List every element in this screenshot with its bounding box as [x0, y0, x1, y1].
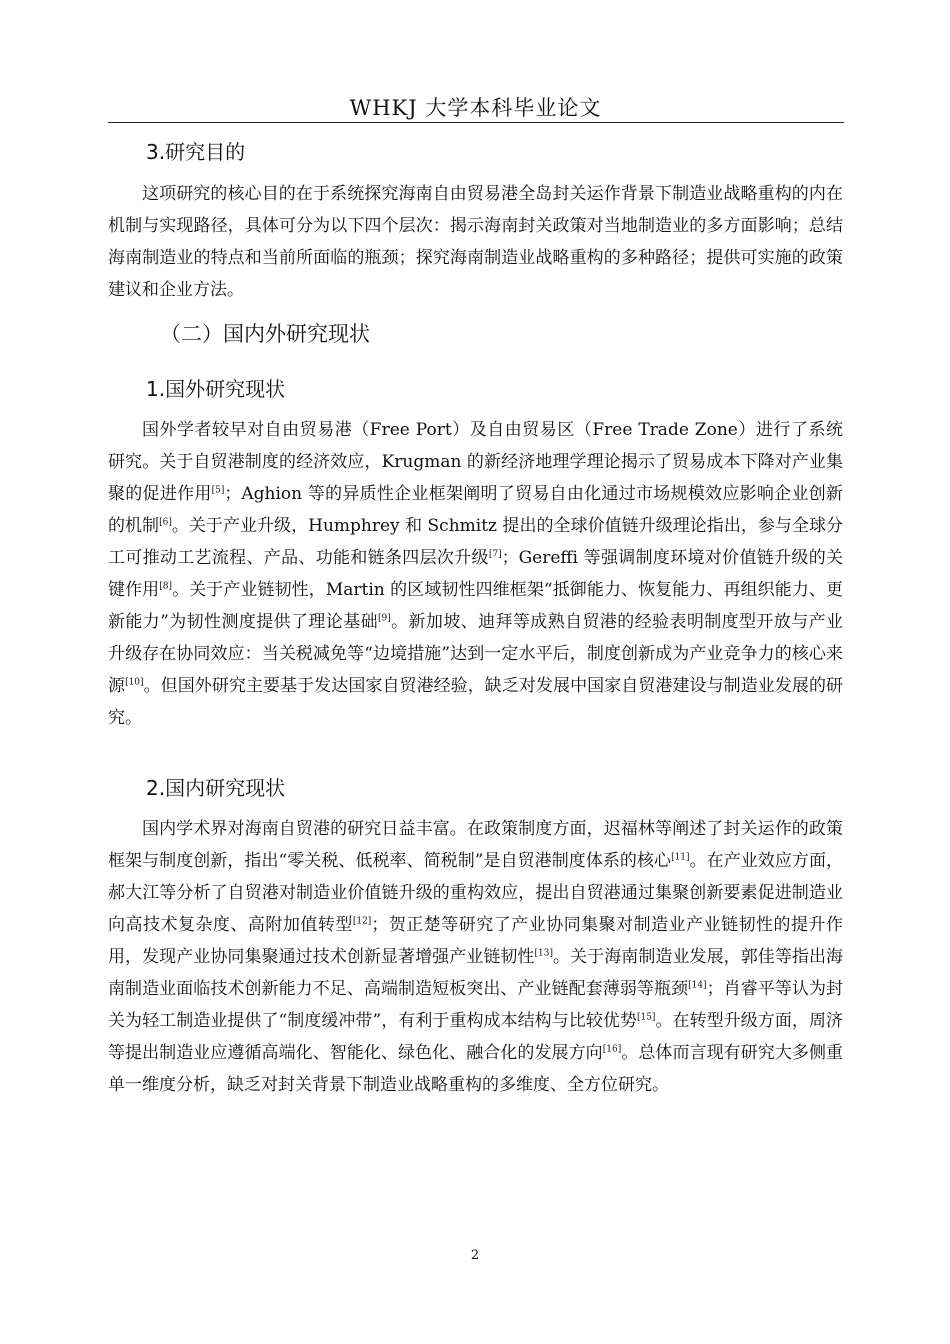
citation: [6]: [159, 517, 172, 528]
citation: [8]: [159, 581, 172, 592]
page-header: WHKJ 大学本科毕业论文: [349, 96, 602, 120]
citation: [15]: [636, 1012, 656, 1023]
citation: [13]: [534, 948, 553, 959]
citation: [16]: [602, 1044, 622, 1055]
section-heading-foreign-research: 1.国外研究现状: [146, 377, 286, 401]
paragraph-foreign-research: 国外学者较早对自由贸易港（Free Port）及自由贸易区（Free Trade Zone）进行了系统研究。关于自贸港制度的经济效应，Krugman 的新经济地理学理论揭示了贸易成本下降对产业集聚的促进作用[5]；Aghion 等的异质性企业框架阐明了贸易自由化通过市场规模效应影响企业创新的机制[6]。关于产业升级，Humphrey 和 Schmitz 提出的全球价值链升级理论指出，参与全球分工可推动工艺流程、产品、功能和链条四层次升级[7]；Gereffi 等强调制度环境对价值链升级的关键作用[8]。关于产业链韧性，Martin 的区域韧性四维框架“抵御能力、恢复能力、再组织能力、更新能力”为韧性测度提供了理论基础[9]。新加坡、迪拜等成熟自贸港的经验表明制度型开放与产业升级存在协同效应：当关税减免等“边境措施”达到一定水平后，制度创新成为产业竞争力的核心来源[10]。但国外研究主要基于发达国家自贸港经验，缺乏对发展中国家自贸港建设与制造业发展的研究。: [108, 420, 844, 728]
citation: [11]: [671, 852, 690, 863]
citation: [10]: [125, 677, 144, 688]
header-rule: [108, 122, 844, 123]
paragraph-domestic-research: 国内学术界对海南自贸港的研究日益丰富。在政策制度方面，迟福林等阐述了封关运作的政策框架与制度创新，指出“零关税、低税率、简税制”是自贸港制度体系的核心[11]。在产业效应方面，郝大江等分析了自贸港对制造业价值链升级的重构效应，提出自贸港通过集聚创新要素促进制造业向高技术复杂度、高附加值转型[12]；贺正楚等研究了产业协同集聚对制造业产业链韧性的提升作用，发现产业协同集聚通过技术创新显著增强产业链韧性[13]。关于海南制造业发展，郭佳等指出海南制造业面临技术创新能力不足、高端制造短板突出、产业链配套薄弱等瓶颈[14]；肖睿平等认为封关为轻工制造业提供了“制度缓冲带”，有利于重构成本结构与比较优势[15]。在转型升级方面，周济等提出制造业应遵循高端化、智能化、绿色化、融合化的发展方向[16]。总体而言现有研究大多侧重单一维度分析，缺乏对封关背景下制造业战略重构的多维度、全方位研究。: [108, 819, 844, 1095]
section-heading-research-purpose: 3.研究目的: [146, 140, 246, 164]
citation: [9]: [378, 613, 391, 624]
citation: [12]: [352, 916, 372, 927]
page-number: 2: [470, 1248, 480, 1263]
paragraph-research-purpose: 这项研究的核心目的在于系统探究海南自由贸易港全岛封关运作背景下制造业战略重构的内在机制与实现路径，具体可分为以下四个层次：揭示海南封关政策对当地制造业的多方面影响；总结海南制造业的特点和当前所面临的瓶颈；探究海南制造业战略重构的多种路径；提供可实施的政策建议和企业方法。: [108, 184, 843, 300]
citation: [14]: [688, 980, 707, 991]
citation: [7]: [488, 549, 502, 560]
citation: [5]: [211, 485, 225, 496]
section-heading-domestic-research: 2.国内研究现状: [146, 776, 286, 800]
section-heading-research-status: （二）国内外研究现状: [160, 322, 370, 346]
